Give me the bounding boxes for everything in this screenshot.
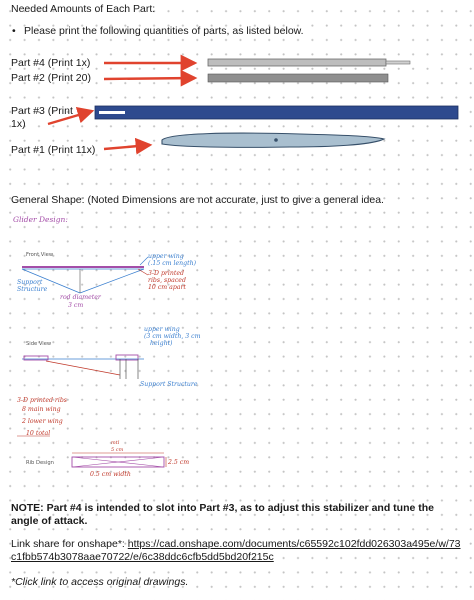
front-support-1: Support bbox=[17, 279, 43, 286]
rib-note-bottom: 0.5 cm width bbox=[90, 471, 131, 478]
part-label-4: Part #4 (Print 1x) bbox=[11, 57, 91, 69]
heading: Needed Amounts of Each Part: bbox=[11, 3, 156, 15]
front-ribs-2: ribs, spaced bbox=[148, 277, 186, 284]
part-label-3: Part #3 (Print 1x) bbox=[11, 105, 73, 130]
front-view-title: Front View bbox=[26, 252, 54, 258]
front-rod-1: rod diameter bbox=[60, 294, 101, 301]
front-strut-left bbox=[22, 269, 80, 293]
arrow-part-2 bbox=[104, 78, 195, 79]
part-1-hole bbox=[274, 138, 278, 142]
part-3-slot bbox=[99, 111, 125, 114]
side-view-title: Side View bbox=[26, 341, 52, 347]
onshape-link[interactable]: https://cad.onshape.com/documents/c65592c102fdd026303a495e/w/73c1fbb574b3078aae70722/e/6c38ddc6cfb5dd5bd20f215c bbox=[11, 538, 461, 563]
rib-note-top-2: 5 cm bbox=[111, 447, 124, 453]
part-4-shape bbox=[208, 59, 386, 66]
side-upper-wing-2: (3 cm width, 3 cm bbox=[144, 333, 201, 340]
part-label-2: Part #2 (Print 20) bbox=[11, 72, 91, 84]
general-shape-text: General Shape: (Noted Dimensions are not accurate, just to give a general idea. bbox=[11, 194, 384, 206]
front-upper-wing-2: (.15 cm length) bbox=[148, 260, 196, 267]
front-rod-2: 3 cm bbox=[68, 302, 84, 309]
rib-design-title: Rib Design bbox=[26, 460, 54, 466]
part-1-shape bbox=[162, 133, 384, 147]
front-leader-ribs bbox=[138, 269, 148, 275]
part-4-tip bbox=[386, 61, 410, 64]
front-upper-wing-1: upper wing bbox=[148, 253, 184, 260]
glider-sketch-lines bbox=[8, 209, 230, 483]
side-ribs-2: 8 main wing bbox=[22, 406, 61, 413]
front-leader-upper bbox=[140, 257, 148, 265]
note-text: NOTE: Part #4 is intended to slot into Part #3, as to adjust this stabilizer and tune the angle of attack. bbox=[11, 502, 434, 527]
link-block bbox=[11, 538, 463, 564]
side-ribs-1: 3-D printed ribs bbox=[17, 397, 67, 404]
side-lower-strut bbox=[46, 361, 120, 375]
parts-illustration bbox=[0, 50, 474, 160]
bullet: • bbox=[12, 25, 16, 37]
drawing-title: Glider Design: bbox=[13, 215, 68, 224]
front-support-2: Structure bbox=[17, 286, 48, 293]
arrow-part-1 bbox=[104, 145, 150, 149]
front-ribs-1: 3-D printed bbox=[148, 270, 184, 277]
side-support: Support Structure bbox=[140, 381, 198, 388]
side-ribs-3: 2 lower wing bbox=[22, 418, 63, 425]
part-2-shape bbox=[208, 74, 388, 82]
front-ribs-3: 10 cm apart bbox=[148, 284, 186, 291]
part-3-shape bbox=[95, 106, 458, 119]
glider-drawing bbox=[8, 209, 230, 483]
side-upper-wing-3: height) bbox=[150, 340, 173, 347]
front-strut-right bbox=[80, 269, 144, 293]
link-prefix: Link share for onshape*: bbox=[11, 538, 128, 550]
side-upper-wing-1: upper wing bbox=[144, 326, 180, 333]
footnote: *Click link to access original drawings. bbox=[11, 576, 189, 588]
rib-note-side: 2.5 cm bbox=[168, 459, 190, 466]
rib-note-top-1: mtl bbox=[111, 440, 120, 446]
instruction-text: Please print the following quantities of parts, as listed below. bbox=[24, 25, 304, 37]
side-ribs-4: 10 total bbox=[26, 430, 51, 437]
part-label-1: Part #1 (Print 11x) bbox=[11, 144, 96, 156]
arrow-part-3 bbox=[48, 111, 92, 124]
